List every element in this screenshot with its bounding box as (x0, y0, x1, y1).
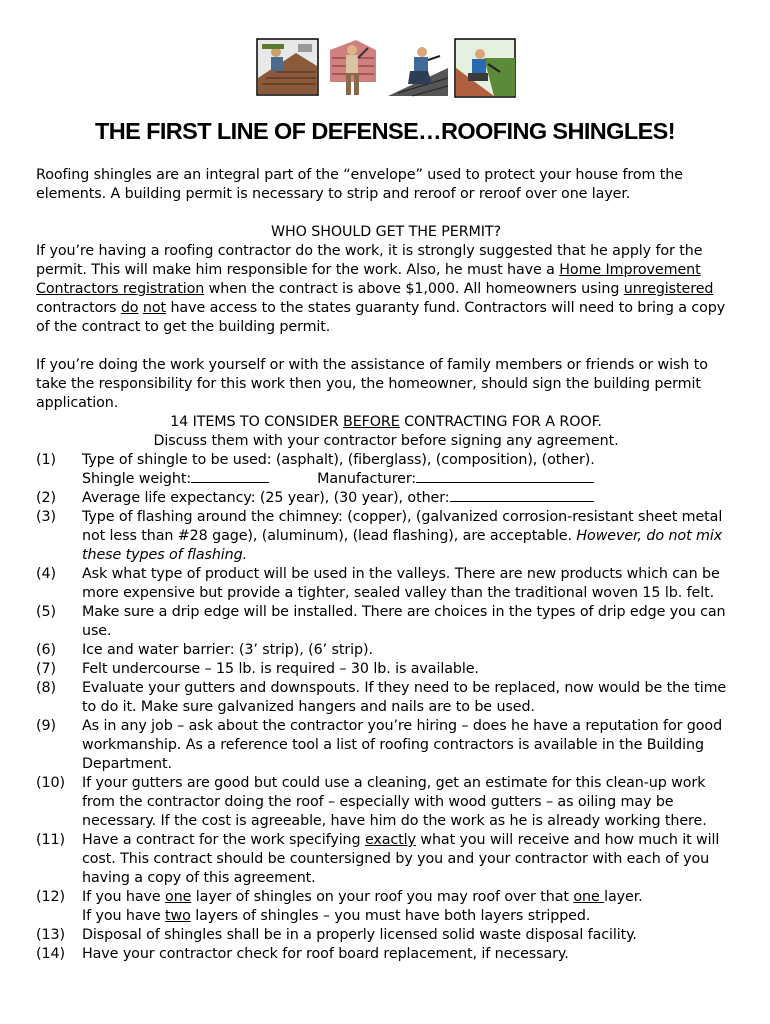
permit-paragraph-2: If you’re doing the work yourself or with the assistance of family members or friends or wish to take the responsibility for this work then you, the homeowner, should sign the building permit application. (36, 357, 708, 411)
list-item: (8) Evaluate your gutters and downspouts. If they need to be replaced, now would be the time to do it. Make sure galvanized hangers and nails are to be used. (36, 680, 727, 715)
permit-paragraph-1: If you’re having a roofing contractor do the work, it is strongly suggested that he apply for the permit. This will make him responsible for the work. Also, he must have a Home Improvement Contractors registration when the contract is above $1,000. All homeowners using unregistered contractors do not have access to the states guaranty fund. Contractors will need to bring a copy of the contract to get the building permit. (36, 243, 726, 335)
clipart-header (256, 38, 516, 98)
list-item: (3) Type of flashing around the chimney: (copper), (galvanized corrosion-resistant sheet metal not less than #28 gage), (aluminum), (lead flashing), are acceptable. However, do not mix these types of flashing. (36, 509, 723, 563)
life-expectancy-blank (450, 489, 594, 502)
page-title: THE FIRST LINE OF DEFENSE…ROOFING SHINGLES! (94, 118, 675, 144)
list-item: (10) If your gutters are good but could use a cleaning, get an estimate for this clean-up work from the contractor doing the roof – especially with wood gutters – as oiling may be necessary. If the cost is agreeable, have him do the work as he is already working there. (36, 775, 707, 829)
items-list (36, 451, 736, 964)
list-item: (13) Disposal of shingles shall be in a properly licensed solid waste disposal facility. (36, 927, 637, 943)
list-item: (1) Type of shingle to be used: (asphalt), (fiberglass), (composition), (other). Shingle weight: Manufacturer: (36, 452, 595, 487)
list-item: (2) Average life expectancy: (25 year), (30 year), other: (36, 489, 736, 508)
items-heading: 14 ITEMS TO CONSIDER BEFORE CONTRACTING FOR A ROOF. (170, 414, 602, 430)
list-item: (6) Ice and water barrier: (3’ strip), (6’ strip). (36, 642, 373, 658)
roofer-nailing-icon (454, 38, 516, 98)
permit-heading: WHO SHOULD GET THE PERMIT? (270, 224, 502, 240)
manufacturer-blank (416, 470, 594, 483)
list-item: (7) Felt undercourse – 15 lb. is required – 30 lb. is available. (36, 661, 479, 677)
list-item: (9) As in any job – ask about the contractor you’re hiring – does he have a reputation for good workmanship. As a reference tool a list of roofing contractors is available in the Building Department. (36, 718, 723, 772)
list-item: (11) Have a contract for the work specifying exactly what you will receive and how much it will cost. This contract should be countersigned by you and your contractor with each of you having a copy of this agreement. (36, 832, 720, 886)
intro-paragraph: Roofing shingles are an integral part of the “envelope” used to protect your house from the elements. A building permit is necessary to strip and reroof or reroof over one layer. (36, 167, 683, 202)
items-subheading: Discuss them with your contractor before signing any agreement. (153, 433, 619, 449)
home-improvement-registration: Home Improvement Contractors registration (36, 262, 701, 297)
shingle-weight-blank (191, 470, 269, 483)
list-item: (12) If you have one layer of shingles on your roof you may roof over that one layer. If you have two layers of shingles – you must have both layers stripped. (36, 889, 643, 924)
list-item: (14) Have your contractor check for roof board replacement, if necessary. (36, 946, 569, 962)
roofer-kneeling-icon (388, 38, 448, 98)
roofer-on-roof-icon (256, 38, 319, 96)
list-item: (5) Make sure a drip edge will be installed. There are choices in the types of drip edge you can use. (36, 604, 726, 639)
worker-with-hammer-icon (328, 38, 378, 98)
list-item: (4) Ask what type of product will be used in the valleys. There are new products which can be more expensive but provide a tighter, sealed valley than the traditional woven 15 lb. felt. (36, 566, 720, 601)
document-body (36, 166, 736, 964)
